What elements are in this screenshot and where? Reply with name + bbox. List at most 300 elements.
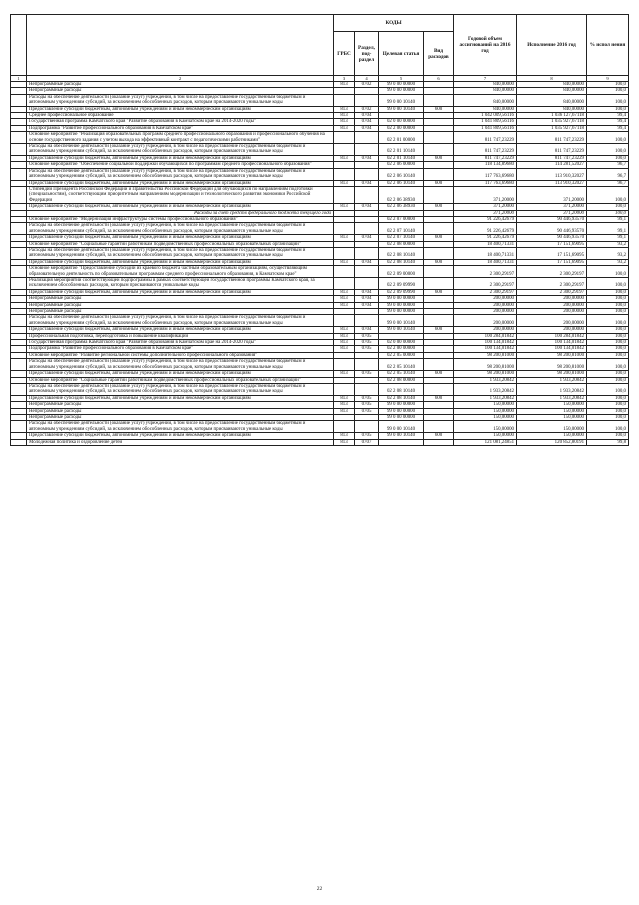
row-execution: 2 300,29197 xyxy=(517,289,587,295)
row-grbs: 813 xyxy=(334,346,355,352)
row-percent: 99,1 xyxy=(587,223,629,235)
row-plan: 150,00000 xyxy=(454,414,517,420)
row-razdel xyxy=(355,144,379,156)
row-execution: 98 200,81000 xyxy=(517,352,587,358)
row-percent: 100,0 xyxy=(587,266,629,278)
row-statya: 02 2 07 00000 xyxy=(379,216,424,222)
row-bar xyxy=(11,278,27,290)
row-statya: 02 2 08 10140 xyxy=(379,259,424,265)
row-razdel: 0702 xyxy=(355,106,379,112)
row-plan: 117 763,69680 xyxy=(454,180,517,186)
row-execution: 98 200,81000 xyxy=(517,371,587,377)
row-plan: 200,00000 xyxy=(454,315,517,327)
row-statya: 02 2 01 00000 xyxy=(379,132,424,144)
table-row xyxy=(11,315,629,327)
row-execution: 100 284,01842 xyxy=(517,333,587,339)
row-statya: 99 0 00 10140 xyxy=(379,433,424,439)
row-grbs: 813 xyxy=(334,327,355,333)
row-execution: 371,20000 xyxy=(517,186,587,203)
row-grbs xyxy=(334,247,355,259)
row-percent: 100,0 xyxy=(587,315,629,327)
row-execution: 840,00000 xyxy=(517,94,587,106)
header-plan: Годовой объем ассигнований на 2016 год xyxy=(454,15,517,76)
row-razdel xyxy=(355,266,379,278)
row-grbs: 813 xyxy=(334,340,355,346)
row-plan: 91 226,42679 xyxy=(454,216,517,222)
row-name: Среднее профессиональное образование xyxy=(27,113,334,119)
row-name: Расходы на обеспечение деятельности (оказание услуг) учреждений, в том числе на предоставление государственным бюджетным и автономным учреждениям субсидий, за исключением обособленных расходов, которым присваиваются уникальные коды xyxy=(27,223,334,235)
row-statya: 02 2 09 09990 xyxy=(379,278,424,290)
row-plan: 1 933,20842 xyxy=(454,383,517,395)
row-name: Основное мероприятие "Реализация образовательных программ среднего профессионального образования и профессионального обучения на основе государственного задания с учетом выхода на эффективный контракт с педагогическими работниками" xyxy=(27,132,334,144)
row-statya: 99 0 00 00000 xyxy=(379,414,424,420)
row-name: Основное мероприятие "Обеспечение социальной поддержки обучающихся по программам среднего профессионального образования" xyxy=(27,162,334,168)
row-execution: 840,00000 xyxy=(517,82,587,88)
row-plan: 18 400,71331 xyxy=(454,247,517,259)
row-percent: 99,1 xyxy=(587,216,629,222)
row-plan: 117 763,69680 xyxy=(454,168,517,180)
row-execution: 17 151,69095 xyxy=(517,259,587,265)
row-razdel xyxy=(355,383,379,395)
row-percent: 99,4 xyxy=(587,113,629,119)
row-plan: 840,00000 xyxy=(454,94,517,106)
row-percent: 100,0 xyxy=(587,359,629,371)
row-name: Предоставление субсидий бюджетным, автономным учреждениям и иным некоммерческим организациям xyxy=(27,371,334,377)
row-razdel xyxy=(355,278,379,290)
row-plan: 98 200,81000 xyxy=(454,359,517,371)
colnum: 2 xyxy=(27,76,334,82)
row-razdel xyxy=(355,94,379,106)
table-row xyxy=(11,94,629,106)
row-bar xyxy=(11,421,27,433)
row-razdel: 0705 xyxy=(355,395,379,401)
row-name: Расходы на обеспечение деятельности (оказание услуг) учреждений, в том числе на предоставление государственным бюджетным и автономным учреждениям субсидий, за исключением обособленных расходов, которым присваиваются уникальные коды xyxy=(27,315,334,327)
row-execution: 2 300,29197 xyxy=(517,266,587,278)
row-percent: 100,0 xyxy=(587,346,629,352)
row-grbs: 813 xyxy=(334,106,355,112)
row-statya: 02 2 07 10140 xyxy=(379,223,424,235)
row-vid: 600 xyxy=(424,180,454,186)
row-statya: 02 2 07 10140 xyxy=(379,235,424,241)
row-percent: 100,0 xyxy=(587,88,629,94)
row-percent: 100,0 xyxy=(587,132,629,144)
row-percent: 100,0 xyxy=(587,186,629,203)
row-vid xyxy=(424,315,454,327)
row-execution: 371,20000 xyxy=(517,210,587,216)
row-vid xyxy=(424,266,454,278)
row-statya: 02 2 00 00000 xyxy=(379,125,424,131)
table-row xyxy=(11,266,629,278)
row-execution: 1 036 127,67118 xyxy=(517,113,587,119)
row-grbs xyxy=(334,94,355,106)
row-statya: 99 0 00 10140 xyxy=(379,94,424,106)
row-grbs xyxy=(334,132,355,144)
row-statya: 99 0 00 00000 xyxy=(379,88,424,94)
row-statya: 02 2 06 38930 xyxy=(379,186,424,203)
row-vid: 600 xyxy=(424,204,454,210)
row-bar xyxy=(11,132,27,144)
row-plan: 1 041 809,56116 xyxy=(454,119,517,125)
row-grbs: 813 xyxy=(334,113,355,119)
row-name: Предоставление субсидий бюджетным, автономным учреждениям и иным некоммерческим организациям xyxy=(27,259,334,265)
row-bar xyxy=(11,144,27,156)
row-name: Непрограммные расходы xyxy=(27,309,334,315)
row-statya xyxy=(379,439,424,445)
row-statya: 02 2 01 10140 xyxy=(379,144,424,156)
row-vid: 600 xyxy=(424,433,454,439)
row-percent: 100,0 xyxy=(587,82,629,88)
row-plan: 150,00000 xyxy=(454,402,517,408)
row-grbs xyxy=(334,315,355,327)
row-percent: 100,0 xyxy=(587,309,629,315)
row-statya: 02 2 08 10140 xyxy=(379,395,424,401)
row-name: Предоставление субсидий бюджетным, автономным учреждениям и иным некоммерческим организациям xyxy=(27,106,334,112)
table-row xyxy=(11,421,629,433)
row-name: Непрограммные расходы xyxy=(27,88,334,94)
row-bar xyxy=(11,223,27,235)
row-vid: 600 xyxy=(424,106,454,112)
row-bar xyxy=(11,168,27,180)
row-vid xyxy=(424,247,454,259)
row-razdel: 0704 xyxy=(355,235,379,241)
row-statya: 02 2 05 00000 xyxy=(379,352,424,358)
row-execution: 1 933,20842 xyxy=(517,383,587,395)
row-statya: 02 0 00 00000 xyxy=(379,340,424,346)
row-execution: 200,00000 xyxy=(517,302,587,308)
row-vid xyxy=(424,223,454,235)
row-plan: 1 933,20842 xyxy=(454,377,517,383)
row-vid xyxy=(424,359,454,371)
row-execution: 17 151,69095 xyxy=(517,241,587,247)
row-name: Расходы на обеспечение деятельности (оказание услуг) учреждений, в том числе на предоставление государственным бюджетным и автономным учреждениям субсидий, за исключением обособленных расходов, которым присваиваются уникальные коды xyxy=(27,144,334,156)
row-statya: 99 0 00 10140 xyxy=(379,315,424,327)
row-plan: 91 226,42679 xyxy=(454,223,517,235)
row-percent: 99,4 xyxy=(587,125,629,131)
row-plan: 150,00000 xyxy=(454,408,517,414)
row-statya: 02 0 00 00000 xyxy=(379,119,424,125)
row-razdel xyxy=(355,247,379,259)
row-percent: 100,0 xyxy=(587,402,629,408)
row-statya: 02 2 06 10140 xyxy=(379,180,424,186)
row-percent: 100,0 xyxy=(587,333,629,339)
row-plan: 200,00000 xyxy=(454,309,517,315)
row-percent: 96,7 xyxy=(587,162,629,168)
row-razdel: 0704 xyxy=(355,259,379,265)
row-plan: 91 226,42679 xyxy=(454,235,517,241)
row-statya: 02 2 09 00000 xyxy=(379,266,424,278)
page-number: 22 xyxy=(316,886,323,892)
row-name: Подпрограмма "Развитие профессионального образования в Камчатском крае" xyxy=(27,346,334,352)
row-razdel xyxy=(355,132,379,144)
row-razdel: 0704 xyxy=(355,119,379,125)
header-execution: Исполнение 2016 год xyxy=(517,15,587,76)
row-name: Расходы на обеспечение деятельности (оказание услуг) учреждений, в том числе на предоставление государственным бюджетным и автономным учреждениям субсидий, за исключением обособленных расходов, которым присваиваются уникальные коды xyxy=(27,359,334,371)
row-vid xyxy=(424,132,454,144)
colnum: 9 xyxy=(587,76,629,82)
row-bar xyxy=(11,247,27,259)
row-vid: 600 xyxy=(424,371,454,377)
row-statya: 02 2 08 10140 xyxy=(379,247,424,259)
row-statya: 99 0 00 00000 xyxy=(379,408,424,414)
row-percent: 100,0 xyxy=(587,155,629,161)
row-name: Расходы на обеспечение деятельности (оказание услуг) учреждений, в том числе на предоставление государственным бюджетным и автономным учреждениям субсидий, за исключением обособленных расходов, которым присваиваются уникальные коды xyxy=(27,168,334,180)
row-plan: 2 300,29197 xyxy=(454,289,517,295)
row-name: Основное мероприятие "Предоставление субсидий из краевого бюджета частным образовательным организациям, осуществляющим образовательную деятельность по образовательным программам среднего профессионального образования, в Камчатском крае" xyxy=(27,266,334,278)
row-execution: 90 446,93570 xyxy=(517,235,587,241)
row-plan: 2 300,29197 xyxy=(454,266,517,278)
row-plan: 100 284,01842 xyxy=(454,333,517,339)
row-percent: 99,1 xyxy=(587,235,629,241)
row-statya: 02 2 06 00000 xyxy=(379,162,424,168)
row-statya: 02 2 08 10140 xyxy=(379,383,424,395)
row-vid xyxy=(424,168,454,180)
row-execution: 100 134,01842 xyxy=(517,340,587,346)
row-execution: 200,00000 xyxy=(517,296,587,302)
row-statya: 02 2 00 00000 xyxy=(379,346,424,352)
table-row xyxy=(11,168,629,180)
row-name: Профессиональная подготовка, переподготовка и повышение квалификации xyxy=(27,333,334,339)
row-percent: 99,4 xyxy=(587,119,629,125)
row-plan: 840,00000 xyxy=(454,88,517,94)
row-name: Основное мероприятие "Социальные гарантии работникам подведомственных профессиональных образовательных организаций" xyxy=(27,377,334,383)
row-plan: 98 200,81000 xyxy=(454,352,517,358)
row-percent: 100,0 xyxy=(587,289,629,295)
header-percent: % испол нения xyxy=(587,15,629,76)
row-grbs: 813 xyxy=(334,302,355,308)
row-vid xyxy=(424,94,454,106)
row-name: Предоставление субсидий бюджетным, автономным учреждениям и иным некоммерческим организациям xyxy=(27,433,334,439)
row-razdel xyxy=(355,223,379,235)
row-percent: 96,7 xyxy=(587,168,629,180)
row-statya: 99 0 00 00000 xyxy=(379,302,424,308)
colnum: 8 xyxy=(517,76,587,82)
row-name: Расходы на обеспечение деятельности (оказание услуг) учреждений, в том числе на предоставление государственным бюджетным и автономным учреждениям субсидий, за исключением обособленных расходов, которым присваиваются уникальные коды xyxy=(27,247,334,259)
row-percent: 100,0 xyxy=(587,327,629,333)
row-grbs xyxy=(334,359,355,371)
document-page xyxy=(10,14,628,446)
row-percent: 93,2 xyxy=(587,259,629,265)
row-grbs xyxy=(334,223,355,235)
row-plan: 1 042 009,56116 xyxy=(454,113,517,119)
row-name: Расходы за счет средств федерального бюджета текущего года xyxy=(27,210,334,216)
colnum: 1 xyxy=(11,76,27,82)
row-statya: 02 2 05 10140 xyxy=(379,371,424,377)
row-plan: 811 747,23229 xyxy=(454,144,517,156)
row-name: Предоставление субсидий бюджетным, автономным учреждениям и иным некоммерческим организациям xyxy=(27,204,334,210)
row-execution: 150,00000 xyxy=(517,421,587,433)
colnum: 4 xyxy=(355,76,379,82)
row-plan: 1 041 809,56116 xyxy=(454,125,517,131)
row-name: Расходы на обеспечение деятельности (оказание услуг) учреждений, в том числе на предоставление государственным бюджетным и автономным учреждениям субсидий, за исключением обособленных расходов, которым присваиваются уникальные коды xyxy=(27,383,334,395)
row-execution: 114 281,52027 xyxy=(517,162,587,168)
row-plan: 200,00000 xyxy=(454,296,517,302)
row-plan: 2 300,29197 xyxy=(454,278,517,290)
row-grbs: 813 xyxy=(334,289,355,295)
row-name: Предоставление субсидий бюджетным, автономным учреждениям и иным некоммерческим организациям xyxy=(27,235,334,241)
row-name: Предоставление субсидий бюджетным, автономным учреждениям и иным некоммерческим организациям xyxy=(27,180,334,186)
table-row xyxy=(11,186,629,203)
row-name: Непрограммные расходы xyxy=(27,414,334,420)
colnum: 5 xyxy=(379,76,424,82)
row-vid: 600 xyxy=(424,395,454,401)
row-grbs: 813 xyxy=(334,125,355,131)
row-name: Расходы на обеспечение деятельности (оказание услуг) учреждений, в том числе на предоставление государственным бюджетным и автономным учреждениям субсидий, за исключением обособленных расходов, которым присваиваются уникальные коды xyxy=(27,94,334,106)
row-name: Расходы на обеспечение деятельности (оказание услуг) учреждений, в том числе на предоставление государственным бюджетным и автономным учреждениям субсидий, за исключением обособленных расходов, которым присваиваются уникальные коды xyxy=(27,421,334,433)
row-execution: 113 910,32027 xyxy=(517,180,587,186)
row-grbs: 813 xyxy=(334,395,355,401)
row-execution: 98 200,81000 xyxy=(517,359,587,371)
row-plan: 150,00000 xyxy=(454,433,517,439)
row-razdel: 0704 xyxy=(355,155,379,161)
row-statya: 02 2 05 10140 xyxy=(379,359,424,371)
row-bar xyxy=(11,383,27,395)
row-execution: 2 300,29197 xyxy=(517,278,587,290)
row-execution: 811 747,23229 xyxy=(517,132,587,144)
row-name: Непрограммные расходы xyxy=(27,82,334,88)
row-execution: 90 446,93570 xyxy=(517,223,587,235)
row-plan: 121 081,24851 xyxy=(454,439,517,445)
header-bar-cell xyxy=(11,15,27,76)
row-name: Государственная программа Камчатского края "Развитие образования в Камчатском крае на 2014-2020 годы" xyxy=(27,119,334,125)
row-razdel: 0704 xyxy=(355,327,379,333)
row-execution: 1 933,20842 xyxy=(517,377,587,383)
table-body xyxy=(11,82,629,446)
row-name: Предоставление субсидий бюджетным, автономным учреждениям и иным некоммерческим организациям xyxy=(27,395,334,401)
row-razdel: 0704 xyxy=(355,204,379,210)
row-name: Непрограммные расходы xyxy=(27,296,334,302)
row-name: Непрограммные расходы xyxy=(27,302,334,308)
row-percent: 100,0 xyxy=(587,106,629,112)
row-execution: 200,00000 xyxy=(517,315,587,327)
row-razdel xyxy=(355,315,379,327)
row-plan: 840,00000 xyxy=(454,106,517,112)
row-plan: 200,00000 xyxy=(454,327,517,333)
row-execution: 1 933,20842 xyxy=(517,395,587,401)
row-statya: 99 0 00 00000 xyxy=(379,309,424,315)
row-grbs: 813 xyxy=(334,119,355,125)
row-percent: 96,7 xyxy=(587,180,629,186)
row-percent: 100,0 xyxy=(587,302,629,308)
row-plan: 200,00000 xyxy=(454,302,517,308)
row-plan: 371,20000 xyxy=(454,186,517,203)
row-percent: 100,0 xyxy=(587,340,629,346)
row-vid xyxy=(424,439,454,445)
table-row xyxy=(11,383,629,395)
row-vid: 600 xyxy=(424,155,454,161)
row-name: Предоставление субсидий бюджетным, автономным учреждениям и иным некоммерческим организациям xyxy=(27,289,334,295)
table-row xyxy=(11,439,629,445)
row-percent: 100,0 xyxy=(587,352,629,358)
row-execution: 150,00000 xyxy=(517,414,587,420)
table-row xyxy=(11,278,629,290)
row-vid xyxy=(424,144,454,156)
row-plan: 98 200,81000 xyxy=(454,371,517,377)
row-percent: 100,0 xyxy=(587,377,629,383)
row-percent: 100,0 xyxy=(587,144,629,156)
row-name: Государственная программа Камчатского края "Развитие образования в Камчатском крае на 2014-2020 годы" xyxy=(27,340,334,346)
row-bar xyxy=(11,359,27,371)
row-vid: 600 xyxy=(424,289,454,295)
row-grbs: 813 xyxy=(334,259,355,265)
row-name: Предоставление субсидий бюджетным, автономным учреждениям и иным некоммерческим организациям xyxy=(27,155,334,161)
row-plan: 1 933,20842 xyxy=(454,395,517,401)
row-name: Основное мероприятие "Модернизация инфраструктуры системы профессионального образования" xyxy=(27,216,334,222)
row-execution: 811 747,23229 xyxy=(517,155,587,161)
row-grbs xyxy=(334,266,355,278)
row-percent: 99,8 xyxy=(587,439,629,445)
row-vid: 600 xyxy=(424,259,454,265)
row-plan: 811 747,23229 xyxy=(454,132,517,144)
row-name: Непрограммные расходы xyxy=(27,408,334,414)
row-percent: 100,0 xyxy=(587,433,629,439)
row-statya: 99 0 00 10140 xyxy=(379,327,424,333)
row-percent: 93,2 xyxy=(587,241,629,247)
row-statya: 99 0 00 00000 xyxy=(379,82,424,88)
row-execution: 17 151,69095 xyxy=(517,247,587,259)
row-execution: 100 134,01842 xyxy=(517,346,587,352)
row-statya: 02 2 01 10140 xyxy=(379,155,424,161)
row-execution: 371,20000 xyxy=(517,204,587,210)
header-codes: КОДЫ xyxy=(334,15,454,32)
row-name: Реализация мероприятий соответствующей подпрограммы в рамках соответствующей государственной программы Камчатского края, за исключением обособленных расходов, которым присваиваются уникальные коды xyxy=(27,278,334,290)
row-execution: 200,00000 xyxy=(517,309,587,315)
row-grbs: 813 xyxy=(334,439,355,445)
row-grbs xyxy=(334,383,355,395)
row-razdel: 0704 xyxy=(355,180,379,186)
row-razdel: 0704 xyxy=(355,289,379,295)
row-statya: 02 2 09 09990 xyxy=(379,289,424,295)
row-execution: 1 035 927,67118 xyxy=(517,119,587,125)
table-row xyxy=(11,359,629,371)
table-row xyxy=(11,132,629,144)
row-percent: 100,0 xyxy=(587,296,629,302)
row-percent: 93,2 xyxy=(587,247,629,259)
table-row xyxy=(11,223,629,235)
row-vid xyxy=(424,278,454,290)
row-vid xyxy=(424,186,454,203)
row-plan: 811 747,23229 xyxy=(454,155,517,161)
row-percent: 100,0 xyxy=(587,94,629,106)
row-razdel: 0705 xyxy=(355,346,379,352)
row-bar xyxy=(11,439,27,445)
row-statya: 99 0 00 00000 xyxy=(379,402,424,408)
header-name-cell xyxy=(27,15,334,76)
row-grbs xyxy=(334,186,355,203)
row-grbs: 813 xyxy=(334,408,355,414)
row-name: Непрограммные расходы xyxy=(27,402,334,408)
header-vid: Вид расходов xyxy=(424,32,454,76)
row-execution: 150,00000 xyxy=(517,433,587,439)
row-percent: 100,0 xyxy=(587,204,629,210)
row-execution: 150,00000 xyxy=(517,408,587,414)
row-percent: 100,0 xyxy=(587,421,629,433)
row-percent: 100,0 xyxy=(587,210,629,216)
row-razdel: 0702 xyxy=(355,82,379,88)
row-bar xyxy=(11,266,27,278)
row-statya: 99 0 00 00000 xyxy=(379,296,424,302)
row-vid xyxy=(424,421,454,433)
row-grbs xyxy=(334,278,355,290)
row-razdel xyxy=(355,359,379,371)
row-vid xyxy=(424,383,454,395)
row-execution: 811 747,23229 xyxy=(517,144,587,156)
row-grbs xyxy=(334,421,355,433)
header-statya: Целевая статья xyxy=(379,32,424,76)
row-statya: 02 2 08 00000 xyxy=(379,241,424,247)
row-razdel: 0705 xyxy=(355,340,379,346)
row-name: Основное мероприятие "Развитие региональной системы дополнительного профессионального образования" xyxy=(27,352,334,358)
row-execution: 1 035 927,67118 xyxy=(517,125,587,131)
